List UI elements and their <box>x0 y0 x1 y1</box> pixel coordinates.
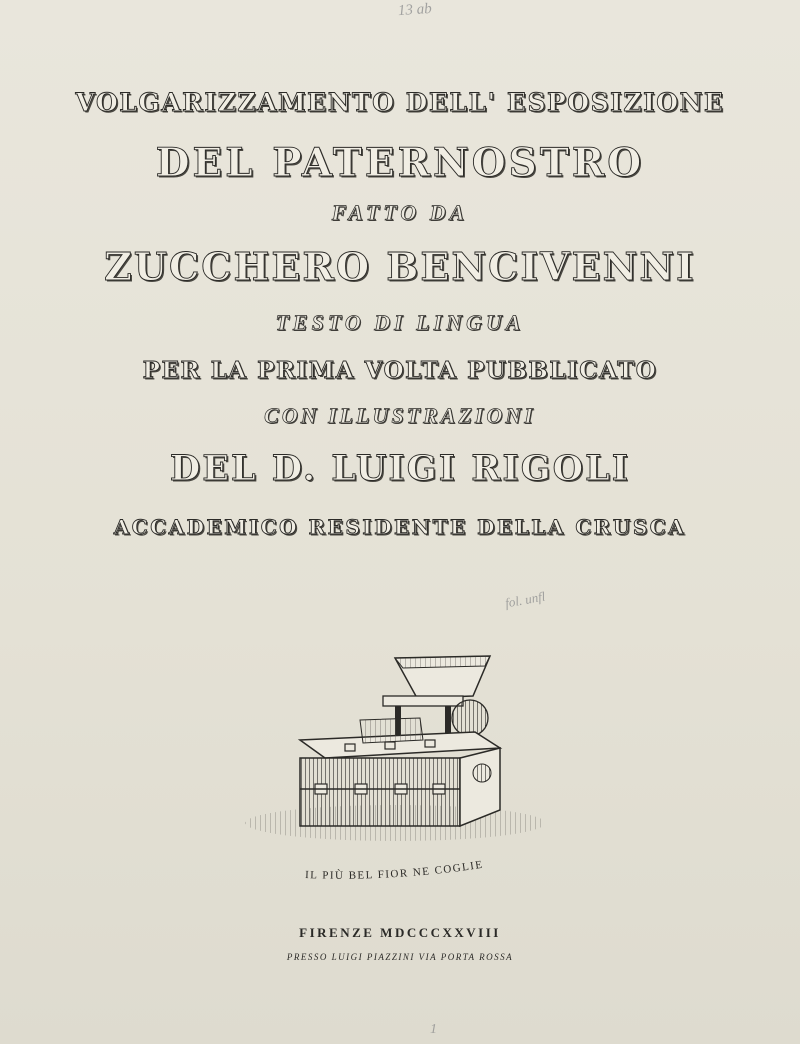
pencil-annotation-top: 13 ab <box>397 0 433 20</box>
page-number: 1 <box>430 1022 437 1037</box>
title-line-testo-di-lingua: TESTO DI LINGUA <box>275 310 525 335</box>
motto-text: IL PIÙ BEL FIOR NE COGLIE <box>304 858 485 882</box>
title-line-volgarizzamento: VOLGARIZZAMENTO DELL' ESPOSIZIONE <box>75 88 725 117</box>
title-line-illustrazioni: CON ILLUSTRAZIONI <box>264 403 536 428</box>
editor-title: ACCADEMICO RESIDENTE DELLA CRUSCA <box>113 515 687 539</box>
svg-text:IL PIÙ BEL FIOR NE COGLIE <box>305 859 484 882</box>
editor-name: DEL D. LUIGI RIGOLI <box>169 448 631 489</box>
frullone-sifting-machine-icon <box>245 648 555 848</box>
title-line-fatto-da: FATTO DA <box>331 200 469 225</box>
author-name: ZUCCHERO BENCIVENNI <box>104 244 696 289</box>
emblem-motto <box>300 858 510 888</box>
imprint-place-date: FIRENZE MDCCCXXVIII <box>299 925 501 940</box>
pencil-annotation-side: fol. unfl <box>503 588 547 611</box>
title-line-paternostro: DEL PATERNOSTRO <box>155 140 645 186</box>
title-line-prima-volta: PER LA PRIMA VOLTA PUBBLICATO <box>142 357 658 384</box>
imprint-printer: PRESSO LUIGI PIAZZINI VIA PORTA ROSSA <box>286 952 514 962</box>
